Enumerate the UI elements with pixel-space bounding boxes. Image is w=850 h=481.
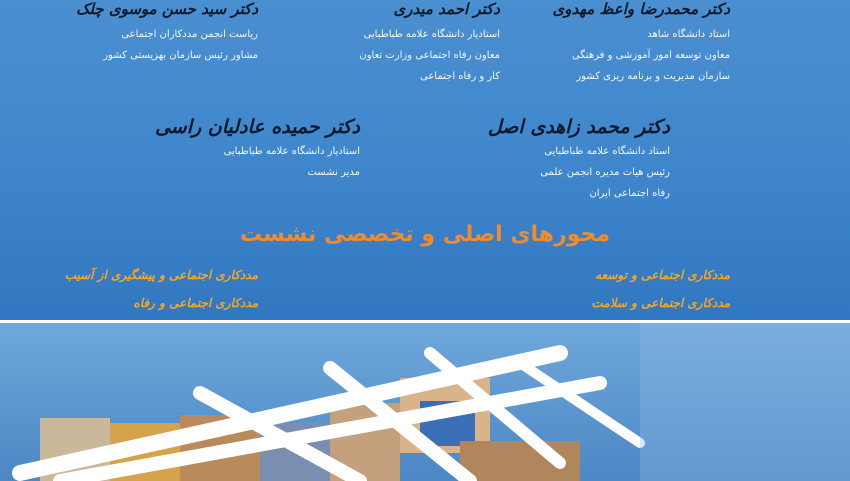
speaker-name: دکتر احمد میدری	[393, 0, 500, 18]
speaker-title-line: رفاه اجتماعی ایران	[589, 188, 670, 199]
collage-graphic	[0, 323, 850, 481]
topic-item: مددکاری اجتماعی و رفاه	[133, 296, 258, 310]
speaker-title-line: مشاور رئیس سازمان بهزیستی کشور	[103, 50, 258, 61]
topic-item: مددکاری اجتماعی و سلامت	[591, 296, 730, 310]
speaker-title-line: معاون رفاه اجتماعی وزارت تعاون	[359, 50, 500, 61]
speaker-title-line: ریاست انجمن مددکاران اجتماعی	[121, 29, 258, 40]
speaker-name: دکتر حمیده عادلیان راسی	[154, 116, 360, 138]
speaker-midari	[359, 0, 500, 87]
speaker-title-line: سازمان مدیریت و برنامه ریزی کشور	[576, 71, 730, 82]
speaker-name: دکتر محمد زاهدی اصل	[487, 116, 670, 138]
speaker-title-line: مدیر نشست	[307, 167, 360, 178]
speaker-name: دکتر محمدرضا واعظ مهدوی	[552, 0, 730, 18]
section-heading: محورهای اصلی و تخصصی نشست	[239, 222, 610, 247]
photo-collage	[0, 320, 850, 481]
speaker-title-line: استاد دانشگاه شاهد	[647, 29, 730, 40]
background-highlight	[640, 323, 850, 481]
speaker-title-line: استاد دانشگاه علامه طباطبایی	[544, 146, 670, 157]
speaker-title-line: استادیار دانشگاه علامه طباطبایی	[223, 146, 360, 157]
topic-item: مددکاری اجتماعی و پیشگیری از آسیب	[64, 268, 258, 282]
speaker-mousavi-chelak	[76, 0, 258, 66]
speaker-vaez-mahdavi	[552, 0, 730, 87]
speaker-title-line: رئیس هیات مدیره انجمن علمی	[540, 167, 670, 178]
speaker-name: دکتر سید حسن موسوی چلک	[75, 0, 258, 18]
speaker-title-line: معاون توسعه امور آموزشی و فرهنگی	[571, 50, 730, 61]
topic-item: مددکاری اجتماعی و توسعه	[595, 268, 730, 282]
speaker-adelian-rasi	[155, 116, 360, 183]
speaker-title-line: کار و رفاه اجتماعی	[419, 71, 500, 82]
speaker-zahedi-asl	[488, 116, 670, 204]
speaker-title-line: استادیار دانشگاه علامه طباطبایی	[363, 29, 500, 40]
